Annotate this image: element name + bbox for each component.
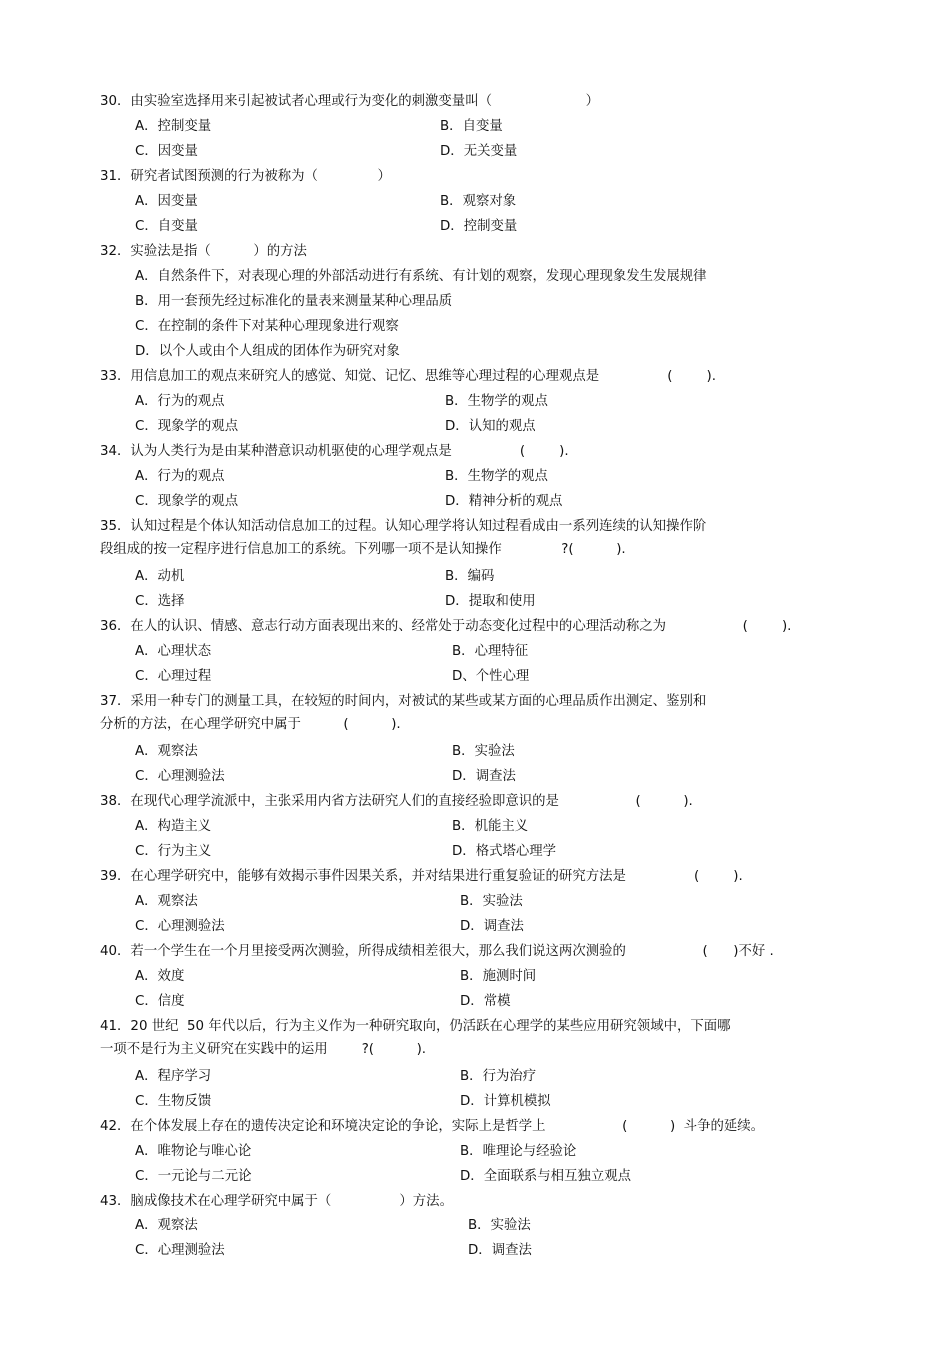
option-a: A．因变量 [135,194,198,209]
question-stem-line-1: 37．采用一种专门的测量工具，在较短的时间内，对被试的某些或某方面的心理品质作出测定、鉴别和 [100,694,707,709]
option-d: D．计算机模拟 [460,1094,551,1109]
option-b: B．编码 [445,569,495,584]
option-b: B．用一套预先经过标准化的量表来测量某种心理品质 [135,294,453,309]
question-stem: 31．研究者试图预测的行为被称为（ ） [100,169,391,184]
option-d: D．调查法 [452,769,516,784]
option-a: A．唯物论与唯心论 [135,1144,252,1159]
option-a: A．自然条件下，对表现心理的外部活动进行有系统、有计划的观察，发现心理现象发生发展规律 [135,269,707,284]
option-c: C．心理测验法 [135,769,225,784]
option-a: A．观察法 [135,744,198,759]
question-stem: 42．在个体发展上存在的遗传决定论和环境决定论的争论，实际上是哲学上 ( ) 斗争的延续。 [100,1119,765,1134]
option-c: C．现象学的观点 [135,419,239,434]
option-d: D．提取和使用 [445,594,536,609]
option-c: C．心理测验法 [135,1243,225,1258]
option-c: C．心理测验法 [135,919,225,934]
option-c: C．行为主义 [135,844,212,859]
option-d: D．常模 [460,994,511,1009]
option-d: D．无关变量 [440,144,518,159]
question-stem: 36．在人的认识、情感、意志行动方面表现出来的、经常处于动态变化过程中的心理活动称之为 ( ). [100,619,792,634]
option-b: B．施测时间 [460,969,537,984]
question-stem: 30．由实验室选择用来引起被试者心理或行为变化的刺激变量叫（ ） [100,94,600,109]
option-b: B．机能主义 [452,819,529,834]
option-c: C．在控制的条件下对某种心理现象进行观察 [135,319,399,334]
option-b: B．实验法 [460,894,523,909]
option-c: C．一元论与二元论 [135,1169,252,1184]
option-b: B．实验法 [468,1218,531,1233]
question-stem: 33．用信息加工的观点来研究人的感觉、知觉、记忆、思维等心理过程的心理观点是 ( ). [100,369,716,384]
option-a: A．行为的观点 [135,394,225,409]
option-c: C．信度 [135,994,185,1009]
option-b: B．生物学的观点 [445,394,548,409]
question-stem-line-1: 35．认知过程是个体认知活动信息加工的过程。认知心理学将认知过程看成由一系列连续的认知操作阶 [100,519,707,534]
question-stem-line-2: 段组成的按一定程序进行信息加工的系统。下列哪一项不是认知操作 ?( ). [100,542,626,557]
option-d: D．全面联系与相互独立观点 [460,1169,631,1184]
option-a: A．观察法 [135,894,198,909]
option-b: B．行为治疗 [460,1069,537,1084]
option-c: C．现象学的观点 [135,494,239,509]
option-a: A．效度 [135,969,185,984]
question-stem-line-1: 41．20 世纪 50 年代以后，行为主义作为一种研究取向，仍活跃在心理学的某些应用研究领域中，下面哪 [100,1019,731,1034]
option-a: A．行为的观点 [135,469,225,484]
option-d: D．调查法 [468,1243,532,1258]
option-c: C．因变量 [135,144,198,159]
question-stem-line-2: 一项不是行为主义研究在实践中的运用 ?( ). [100,1042,427,1057]
question-stem: 39．在心理学研究中，能够有效揭示事件因果关系，并对结果进行重复验证的研究方法是 ( ). [100,869,743,884]
question-stem: 34．认为人类行为是由某种潜意识动机驱使的心理学观点是 ( ). [100,444,569,459]
option-c: C．心理过程 [135,669,212,684]
option-d: D．以个人或由个人组成的团体作为研究对象 [135,344,400,359]
option-c: C．选择 [135,594,185,609]
option-b: B．实验法 [452,744,515,759]
option-d: D．精神分析的观点 [445,494,563,509]
question-stem: 32．实验法是指（ ）的方法 [100,244,307,259]
option-b: B．观察对象 [440,194,517,209]
option-d: D．格式塔心理学 [452,844,557,859]
question-stem-line-2: 分析的方法，在心理学研究中属于 ( ). [100,717,401,732]
option-d: D．认知的观点 [445,419,536,434]
question-stem: 40．若一个学生在一个月里接受两次测验，所得成绩相差很大，那么我们说这两次测验的 ( )不好 . [100,944,774,959]
option-b: B．生物学的观点 [445,469,548,484]
option-c: C．生物反馈 [135,1094,212,1109]
option-d: D．控制变量 [440,219,518,234]
option-c: C．自变量 [135,219,198,234]
question-stem: 43．脑成像技术在心理学研究中属于（ ）方法。 [100,1194,453,1209]
option-d: D．调查法 [460,919,524,934]
option-b: B．唯理论与经验论 [460,1144,577,1159]
option-a: A．构造主义 [135,819,212,834]
option-d: D、个性心理 [452,669,530,684]
option-a: A．控制变量 [135,119,212,134]
option-b: B．自变量 [440,119,503,134]
option-a: A．程序学习 [135,1069,212,1084]
question-stem: 38．在现代心理学流派中，主张采用内省方法研究人们的直接经验即意识的是 ( ). [100,794,693,809]
option-a: A．心理状态 [135,644,212,659]
option-a: A．观察法 [135,1218,198,1233]
option-a: A．动机 [135,569,185,584]
option-b: B．心理特征 [452,644,529,659]
